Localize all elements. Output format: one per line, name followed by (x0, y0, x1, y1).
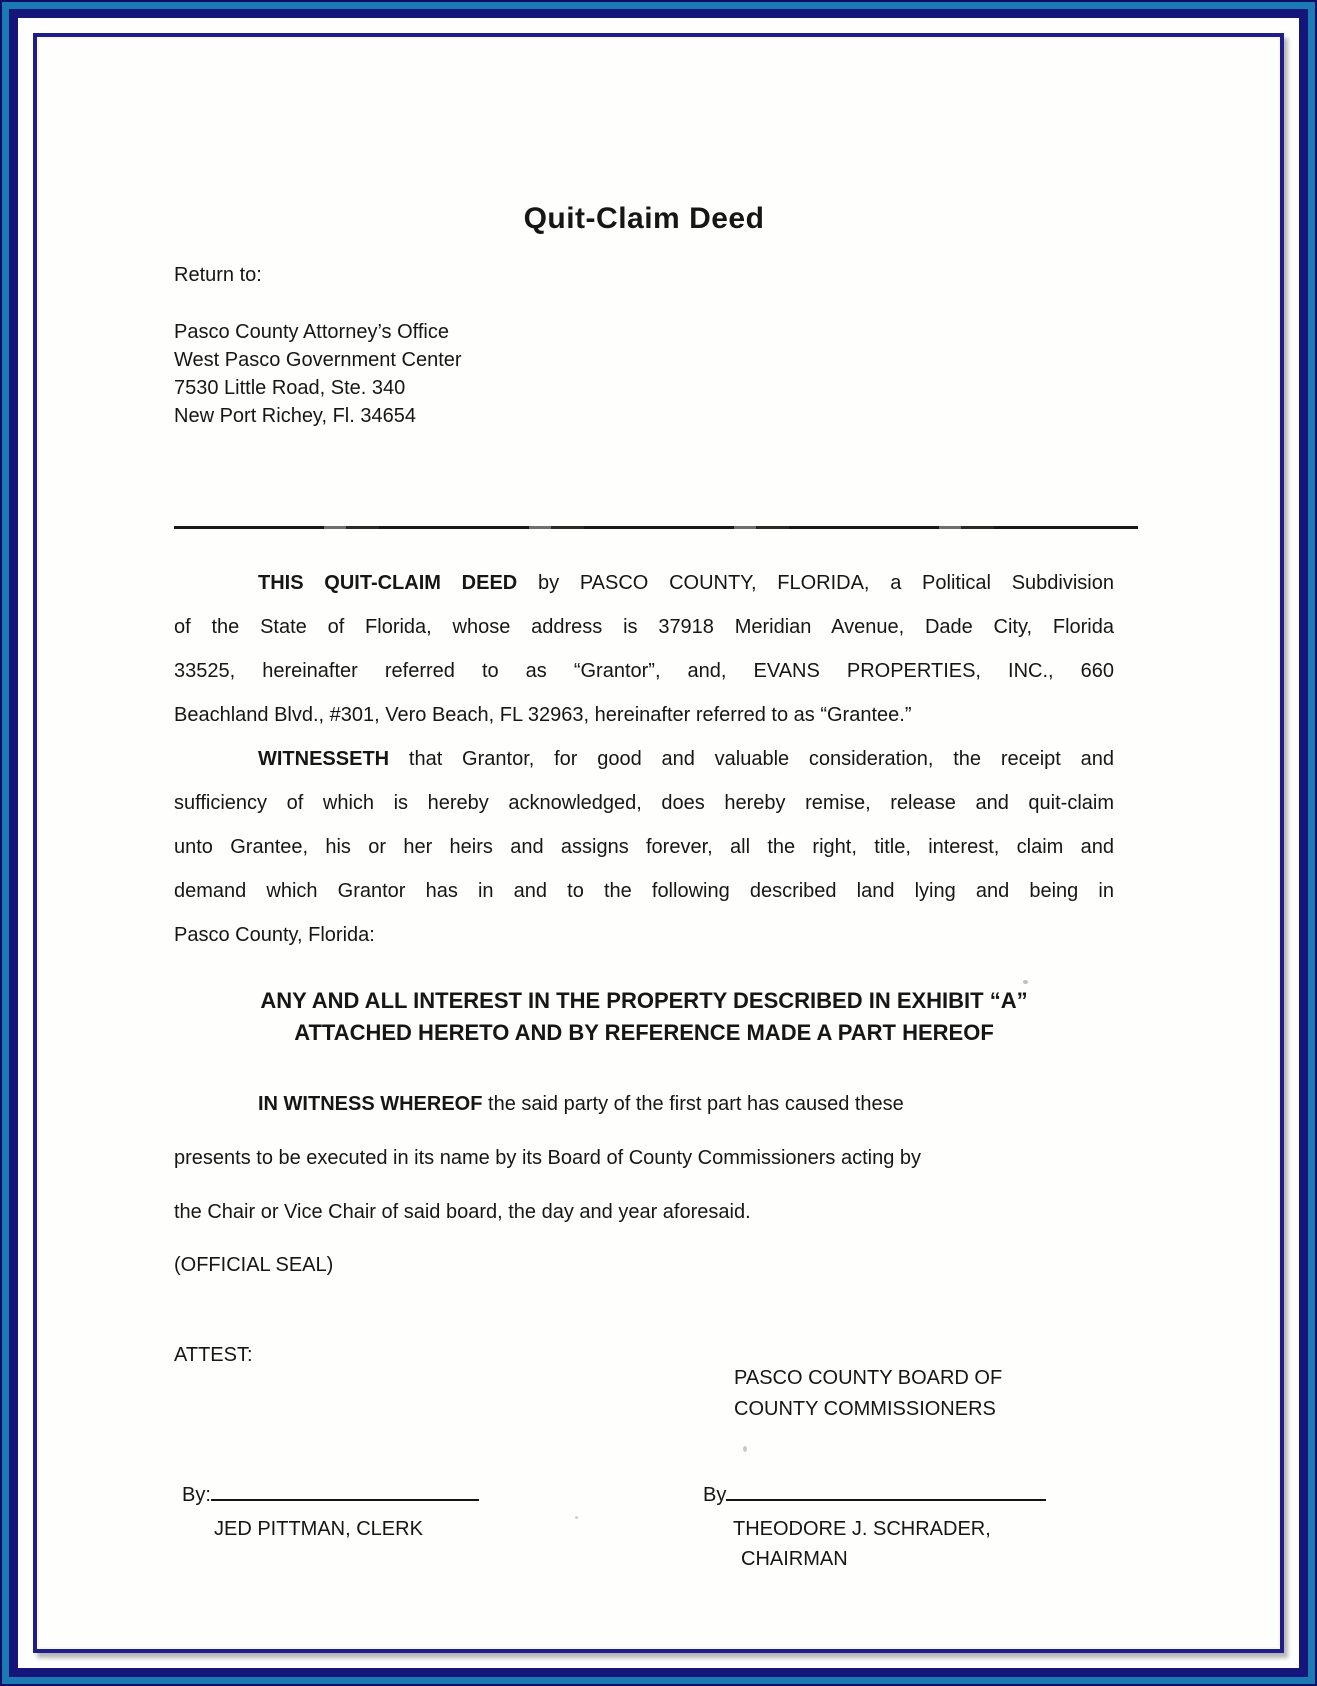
return-to-label: Return to: (174, 264, 262, 286)
signer-title: CHAIRMAN (741, 1548, 848, 1570)
signature-block-clerk (182, 1479, 479, 1544)
address-line: New Port Richey, Fl. 34654 (174, 405, 416, 427)
signature-block-chairman (703, 1479, 1046, 1574)
by-line (182, 1479, 479, 1508)
address-line: 7530 Little Road, Ste. 340 (174, 377, 406, 399)
steel-blue-frame-band (2, 2, 1315, 1684)
board-name-line2: COUNTY COMMISSIONERS (734, 1398, 996, 1420)
signer-name: THEODORE J. SCHRADER, (733, 1518, 991, 1540)
inner-frame-line (9, 9, 1308, 1677)
by-label: By (703, 1484, 727, 1506)
document-page (33, 33, 1284, 1653)
signer-name: JED PITTMAN, CLERK (214, 1518, 423, 1540)
text-line: unto Grantee, his or her heirs and assigns forever, all the right, title, interest, claim and (174, 836, 1114, 858)
signature-row (174, 1479, 1114, 1629)
scan-artifact-dot (575, 1516, 578, 1519)
signature-line (726, 1479, 1046, 1501)
return-address (174, 318, 1114, 430)
official-seal-note: (OFFICIAL SEAL) (174, 1254, 334, 1276)
scan-artifact-dot (743, 1446, 747, 1452)
document-title: Quit-Claim Deed (523, 202, 765, 235)
text-line: IN WITNESS WHEREOF the said party of the first part has caused these (258, 1093, 904, 1115)
text-line: presents to be executed in its name by its Board of County Commissioners acting by (174, 1147, 922, 1169)
board-name-block (734, 1363, 1114, 1425)
by-label: By: (182, 1484, 211, 1506)
text-line: Beachland Blvd., #301, Vero Beach, FL 32963, hereinafter referred to as “Grantee.” (174, 704, 912, 726)
text-line: of the State of Florida, whose address is 37918 Meridian Avenue, Dade City, Florida (174, 616, 1114, 638)
text-line: ANY AND ALL INTEREST IN THE PROPERTY DESCRIBED IN EXHIBIT “A” (260, 988, 1028, 1013)
signature-line (211, 1479, 479, 1501)
address-line: West Pasco Government Center (174, 349, 462, 371)
frame-white-gap (18, 18, 1299, 1668)
text-line: 33525, hereinafter referred to as “Grantor”, and, EVANS PROPERTIES, INC., 660 (174, 660, 1114, 682)
address-line: Pasco County Attorney’s Office (174, 321, 449, 343)
board-name-line1: PASCO COUNTY BOARD OF (734, 1367, 1003, 1389)
text-line: demand which Grantor has in and to the following described land lying and being in (174, 880, 1114, 902)
section-divider-line (174, 526, 1138, 529)
text-line: Pasco County, Florida: (174, 924, 375, 946)
text-line: THIS QUIT-CLAIM DEED by PASCO COUNTY, FLORIDA, a Political Subdivision (258, 572, 1114, 594)
attest-label: ATTEST: (174, 1344, 253, 1366)
witness-whereof-paragraph (174, 1077, 1114, 1239)
witnesseth-paragraph (174, 737, 1114, 957)
text-line: WITNESSETH that Grantor, for good and valuable consideration, the receipt and (258, 748, 1114, 770)
text-line: the Chair or Vice Chair of said board, the day and year aforesaid. (174, 1201, 751, 1223)
deed-document (37, 37, 1280, 1649)
exhibit-notice (174, 985, 1114, 1049)
scan-artifact-dot (1023, 980, 1028, 984)
text-line: ATTACHED HERETO AND BY REFERENCE MADE A PART HEREOF (294, 1020, 994, 1045)
text-line: sufficiency of which is hereby acknowledged, does hereby remise, release and quit-claim (174, 792, 1114, 814)
deed-paragraph (174, 561, 1114, 737)
by-line (703, 1479, 1046, 1508)
